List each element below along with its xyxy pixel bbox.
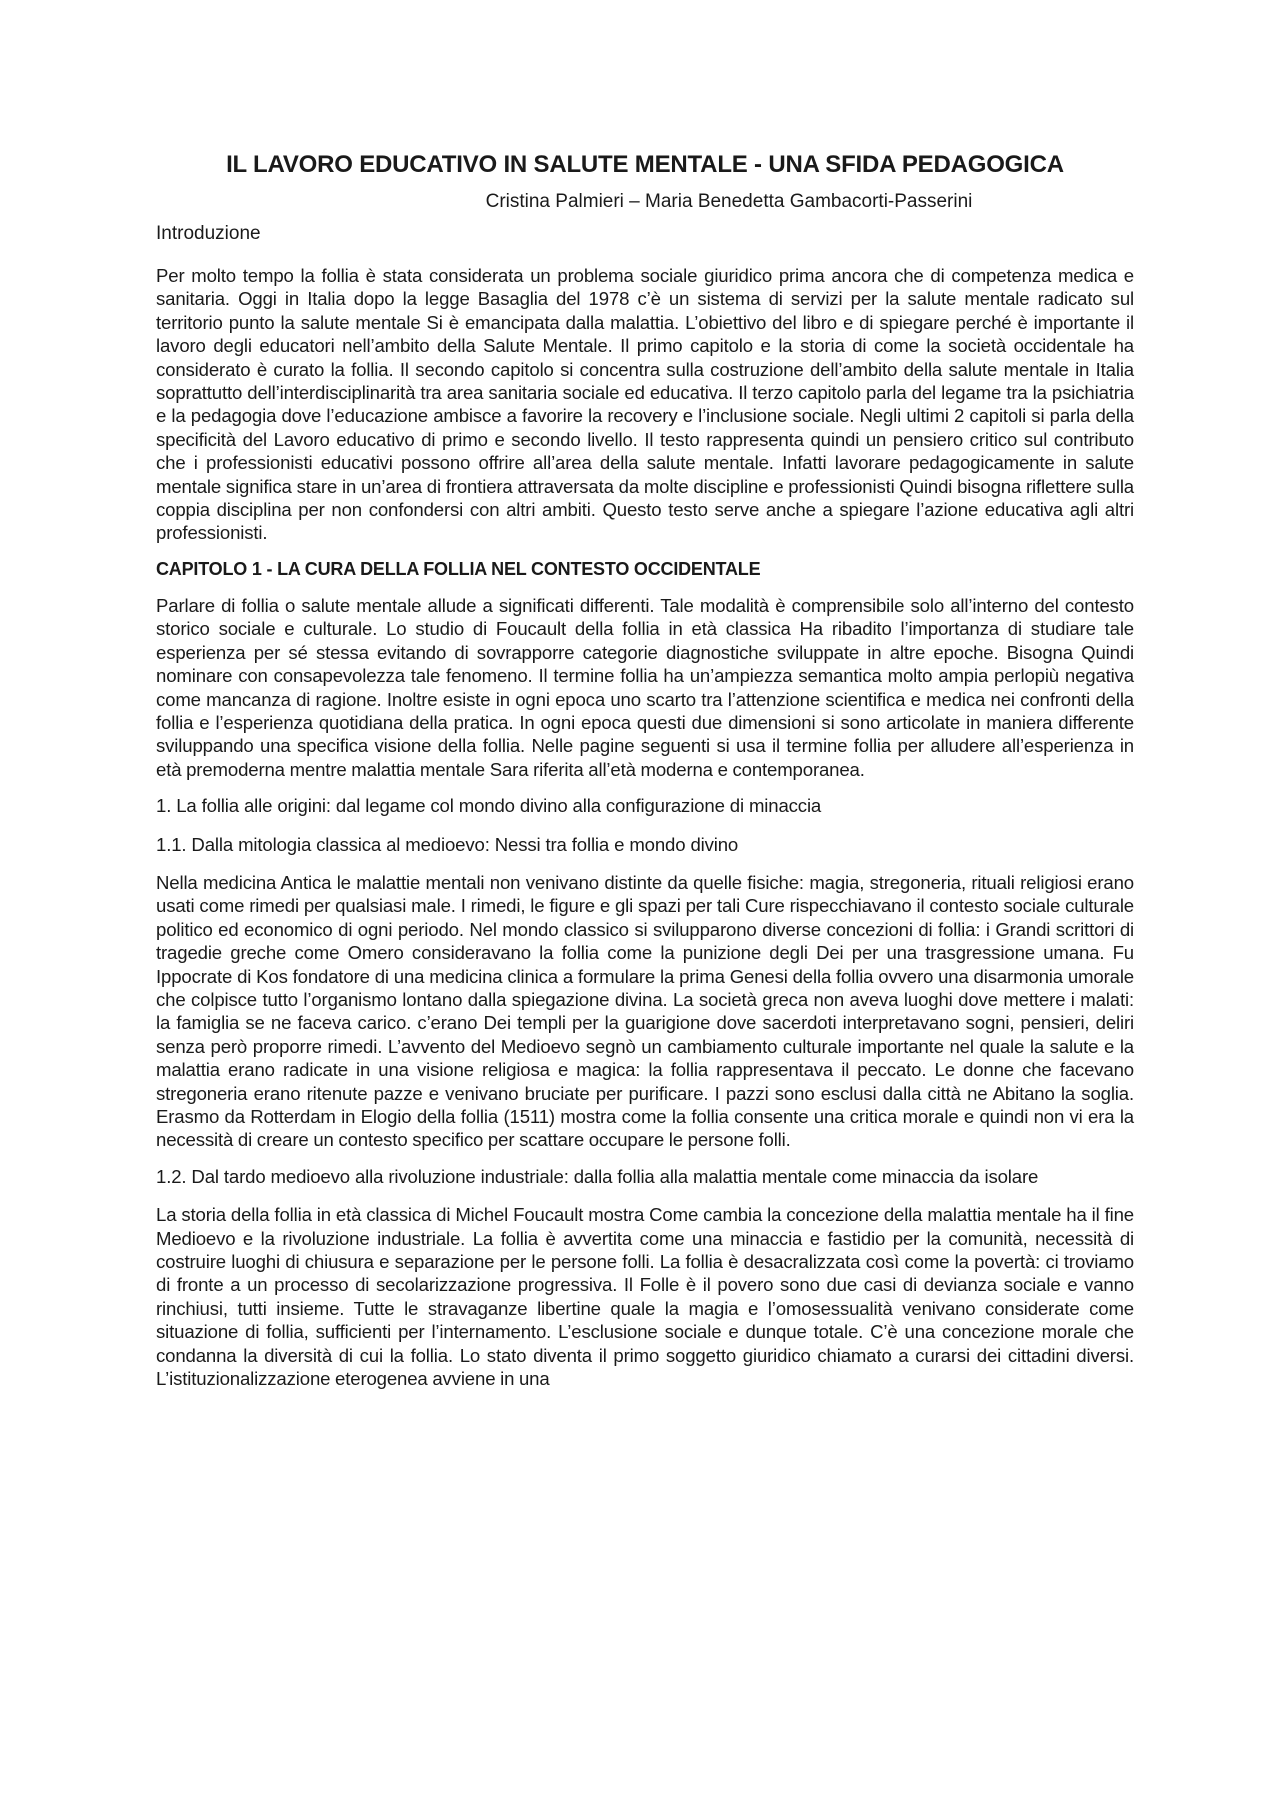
section-1-2-paragraph: La storia della follia in età classica di Michel Foucault mostra Come cambia la concezione della malattia mentale ha il fine Medioevo e la rivoluzione industriale. La follia è avvertita come una minaccia e fastidio per la comunità, necessità di costruire luoghi di chiusura e separazione per le persone folli. La follia è desacralizzata così come la povertà: ci troviamo di fronte a un processo di secolarizzazione progressiva. Il Folle è il povero sono due casi di devianza sociale e vanno rinchiusi, tutti insieme. Tutte le stravaganze libertine quale la magia e l’omosessualità venivano considerate come situazione di follia, sufficienti per l’internamento. L’esclusione sociale e dunque totale. C’è una concezione morale che condanna la diversità di cui la follia. Lo stato diventa il primo soggetto giuridico chiamato a curarsi dei cittadini diversi. L’istituzionalizzazione eterogenea avviene in una: [156, 1204, 1134, 1390]
intro-label: Introduzione: [156, 223, 261, 244]
intro-paragraph: Per molto tempo la follia è stata considerata un problema sociale giuridico prima ancora che di competenza medica e sanitaria. Oggi in Italia dopo la legge Basaglia del 1978 c’è un sistema di servizi per la salute mentale radicato sul territorio punto la salute mentale Si è emancipata dalla malattia. L’obiettivo del libro e di spiegare perché è importante il lavoro degli educatori nell’ambito della Salute Mentale. Il primo capitolo e la storia di come la società occidentale ha considerato è curato la follia. Il secondo capitolo si concentra sulla costruzione dell’ambito della salute mentale in Italia soprattutto dell’interdisciplinarità tra area sanitaria sociale ed educativa. Il terzo capitolo parla del legame tra la psichiatria e la pedagogia dove l’educazione ambisce a favorire la recovery e l’inclusione sociale. Negli ultimi 2 capitoli si parla della specificità del Lavoro educativo di primo e secondo livello. Il testo rappresenta quindi un pensiero critico sul contributo che i professionisti educativi possono offrire all’area della salute mentale. Infatti lavorare pedagogicamente in salute mentale significa stare in un’area di frontiera attraversata da molte discipline e professionisti Quindi bisogna riflettere sulla coppia disciplina per non confondersi con altri ambiti. Questo testo serve anche a spiegare l’azione educativa agli altri professionisti.: [156, 265, 1134, 544]
chapter-1-heading: CAPITOLO 1 - LA CURA DELLA FOLLIA NEL CONTESTO OCCIDENTALE: [156, 558, 761, 579]
section-1-1-paragraph: Nella medicina Antica le malattie mentali non venivano distinte da quelle fisiche: magia, stregoneria, rituali religiosi erano usati come rimedi per qualsiasi male. I rimedi, le figure e gli spazi per tali Cure rispecchiavano il contesto sociale culturale politico ed economico di ogni periodo. Nel mondo classico si svilupparono diverse concezioni di follia: i Grandi scrittori di tragedie greche come Omero consideravano la follia come la punizione degli Dei per una trasgressione umana. Fu Ippocrate di Kos fondatore di una medicina clinica a formulare la prima Genesi della follia ovvero una disarmonia umorale che colpisce tutto l’organismo lontano dalla spiegazione divina. La società greca non aveva luoghi dove mettere i malati: la famiglia se ne faceva carico. c’erano Dei templi per la guarigione dove sacerdoti interpretavano sogni, pensieri, deliri senza però proporre rimedi. L’avvento del Medioevo segnò un cambiamento culturale importante nel quale la salute e la malattia erano radicate in una visione religiosa e magica: la follia rappresentava il peccato. Le donne che facevano stregoneria erano ritenute pazze e venivano bruciate per purificare. I pazzi sono esclusi dalla città ne Abitano la soglia. Erasmo da Rotterdam in Elogio della follia (1511) mostra come la follia consente una critica morale e quindi non vi era la necessità di creare un contesto specifico per scattare occupare le persone folli.: [156, 871, 1134, 1151]
section-1-heading: 1. La follia alle origini: dal legame col mondo divino alla configurazione di minaccia: [156, 795, 822, 817]
section-1-2-heading: 1.2. Dal tardo medioevo alla rivoluzione industriale: dalla follia alla malattia mentale come minaccia da isolare: [156, 1165, 1039, 1187]
document-body: [156, 150, 1134, 1403]
section-1-1-heading: 1.1. Dalla mitologia classica al medioevo: Nessi tra follia e mondo divino: [156, 833, 739, 855]
document-title: IL LAVORO EDUCATIVO IN SALUTE MENTALE - UNA SFIDA PEDAGOGICA: [226, 151, 1064, 178]
document-authors: Cristina Palmieri – Maria Benedetta Gambacorti-Passerini: [485, 191, 973, 212]
chapter-1-paragraph: Parlare di follia o salute mentale allude a significati differenti. Tale modalità è comprensibile solo all’interno del contesto storico sociale e culturale. Lo studio di Foucault della follia in età classica Ha ribadito l’importanza di studiare tale esperienza per sé stessa evitando di sovrapporre categorie diagnostiche sviluppate in altre epoche. Bisogna Quindi nominare con consapevolezza tale fenomeno. Il termine follia ha un’ampiezza semantica molto ampia perlopiù negativa come mancanza di ragione. Inoltre esiste in ogni epoca uno scarto tra l’attenzione scientifica e medica nei confronti della follia e l’esperienza quotidiana della pratica. In ogni epoca questi due dimensioni si sono articolate in maniera differente sviluppando una specifica visione della follia. Nelle pagine seguenti si usa il termine follia per alludere all’esperienza in età premoderna mentre malattia mentale Sara riferita all’età moderna e contemporanea.: [156, 594, 1134, 780]
